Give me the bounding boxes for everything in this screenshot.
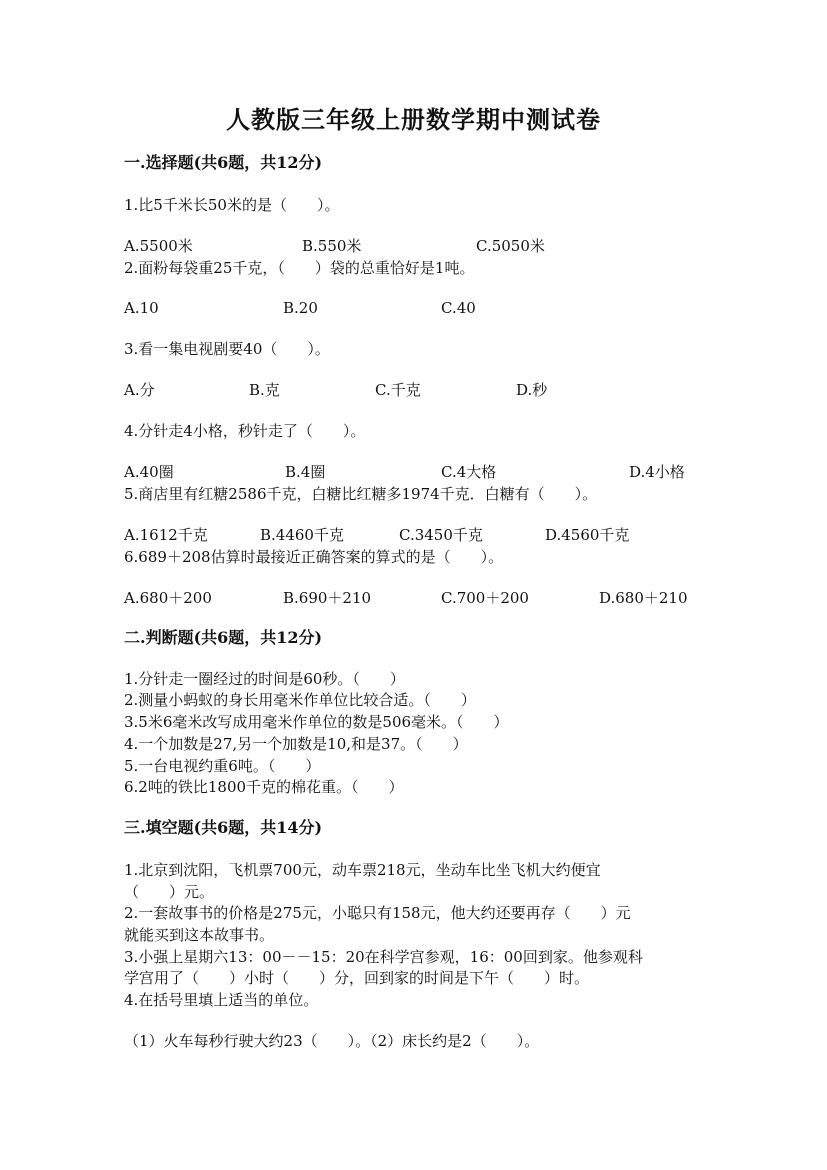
option-b: B.20: [283, 299, 318, 317]
question-text: 6.689＋208估算时最接近正确答案的算式的是（ ）。: [124, 548, 504, 566]
option-b: B.690＋210: [283, 589, 372, 607]
fill-line: （ ）元。: [124, 883, 215, 901]
section-heading-fill: 三.填空题(共6题，共14分): [124, 818, 323, 837]
option-d: D.秒: [516, 381, 548, 399]
section-heading-judge: 二.判断题(共6题，共12分): [124, 628, 323, 647]
fill-line: 4.在括号里填上适当的单位。: [124, 991, 319, 1009]
judge-item: 5.一台电视约重6吨。（ ）: [124, 757, 321, 775]
question-text: 3.看一集电视剧要40（ ）。: [124, 340, 330, 358]
judge-item: 6.2吨的铁比1800千克的棉花重。（ ）: [124, 778, 404, 796]
option-a: A.680＋200: [124, 589, 212, 607]
judge-item: 3.5米6毫米改写成用毫米作单位的数是506毫米。（ ）: [124, 713, 509, 731]
option-b: B.4圈: [285, 463, 326, 481]
question-text: 2.面粉每袋重25千克，（ ）袋的总重恰好是1吨。: [124, 259, 475, 277]
question-text: 1.比5千米长50米的是（ ）。: [124, 196, 340, 214]
fill-line: 学宫用了（ ）小时（ ）分，回到家的时间是下午（ ）时。: [124, 969, 590, 987]
option-a: A.10: [124, 299, 159, 317]
option-c: C.40: [441, 299, 476, 317]
fill-line: （1）火车每秒行驶大约23（ ）。（2）床长约是2（ ）。: [124, 1032, 540, 1050]
option-a: A.5500米: [124, 237, 193, 255]
page-title: 人教版三年级上册数学期中测试卷: [226, 105, 601, 134]
fill-line: 1.北京到沈阳，飞机票700元，动车票218元，坐动车比坐飞机大约便宜: [124, 861, 601, 879]
question-text: 5.商店里有红糖2586千克，白糖比红糖多1974千克．白糖有（ ）。: [124, 485, 598, 503]
option-b: B.550米: [302, 237, 362, 255]
option-c: C.700＋200: [441, 589, 529, 607]
judge-item: 1.分针走一圈经过的时间是60秒。（ ）: [124, 670, 405, 688]
option-c: C.4大格: [441, 463, 497, 481]
fill-line: 就能买到这本故事书。: [124, 926, 275, 944]
question-text: 4.分针走4小格，秒针走了（ ）。: [124, 422, 366, 440]
option-b: B.克: [249, 381, 280, 399]
option-c: C.千克: [375, 381, 421, 399]
option-a: A.1612千克: [124, 526, 208, 544]
fill-line: 2.一套故事书的价格是275元，小聪只有158元，他大约还要再存（ ）元: [124, 904, 631, 922]
section-heading-choice: 一.选择题(共6题，共12分): [124, 153, 323, 172]
option-a: A.40圈: [124, 463, 174, 481]
fill-line: 3.小强上星期六13：00－－15：20在科学宫参观，16：00回到家。他参观科: [124, 948, 643, 966]
option-d: D.4小格: [629, 463, 685, 481]
judge-item: 4.一个加数是27,另一个加数是10,和是37。（ ）: [124, 735, 468, 753]
option-c: C.5050米: [476, 237, 545, 255]
option-d: D.680＋210: [599, 589, 688, 607]
option-c: C.3450千克: [399, 526, 483, 544]
option-b: B.4460千克: [260, 526, 344, 544]
option-d: D.4560千克: [545, 526, 630, 544]
judge-item: 2.测量小蚂蚁的身长用毫米作单位比较合适。（ ）: [124, 691, 476, 709]
option-a: A.分: [124, 381, 155, 399]
